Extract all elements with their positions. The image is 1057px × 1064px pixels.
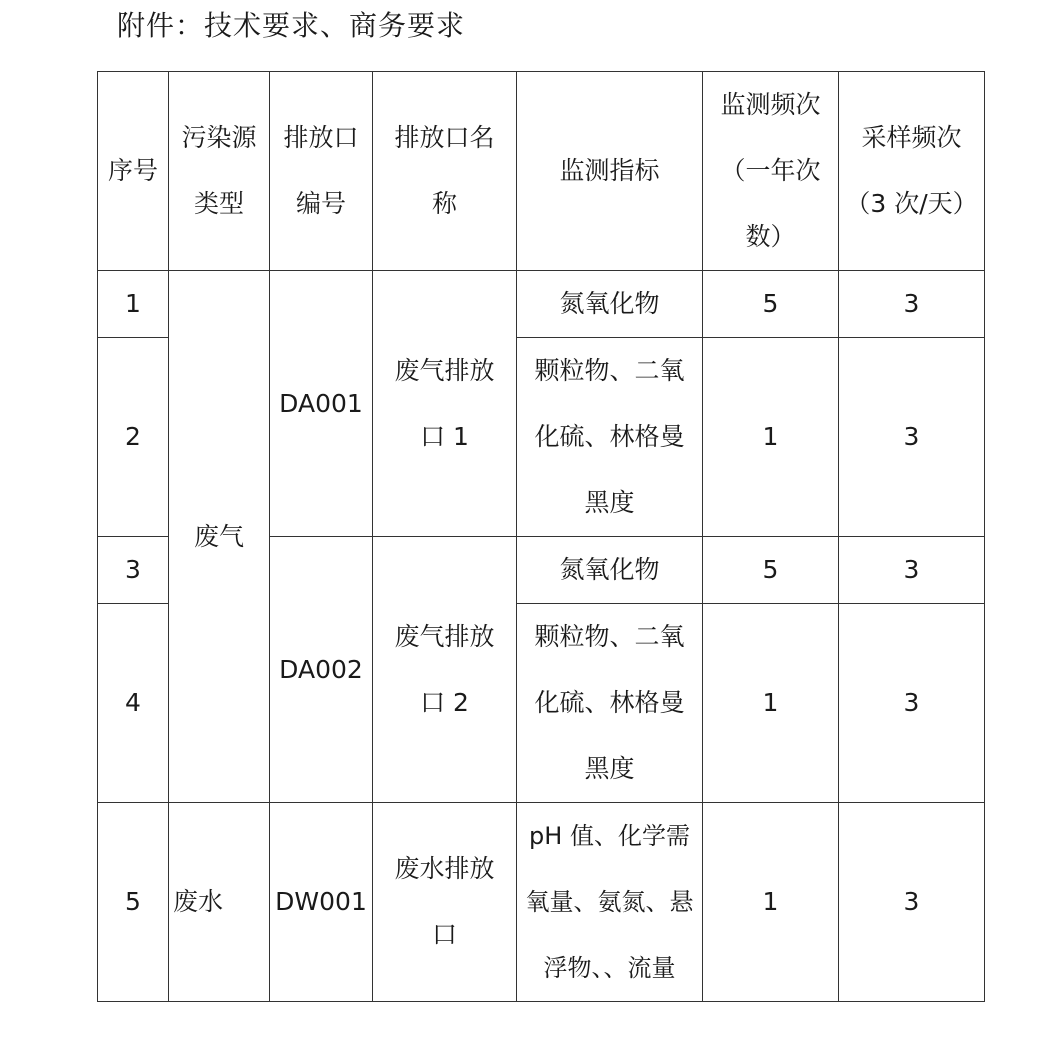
header-outlet-code: 排放口 编号	[270, 72, 373, 271]
header-seq: 序号	[98, 72, 169, 271]
monitoring-table	[97, 71, 985, 1002]
row-seq: 3	[98, 537, 169, 604]
header-freq-year: 监测频次 （一年次 数）	[703, 72, 839, 271]
header-source-type: 污染源 类型	[169, 72, 270, 271]
document-title: 附件：技术要求、商务要求	[117, 9, 466, 42]
row-freq-sample: 3	[839, 604, 985, 803]
source-type-water: 废水	[169, 803, 270, 1002]
row-indicator: 氮氧化物	[517, 537, 703, 604]
outlet-code-da002: DA002	[270, 537, 373, 803]
row-freq-year: 5	[703, 271, 839, 338]
row-seq: 2	[98, 338, 169, 537]
row-indicator: 颗粒物、二氧 化硫、林格曼 黑度	[517, 604, 703, 803]
row-seq: 4	[98, 604, 169, 803]
row-seq: 1	[98, 271, 169, 338]
table-row	[98, 271, 985, 338]
source-type-gas: 废气	[169, 271, 270, 803]
row-freq-year: 1	[703, 803, 839, 1002]
row-freq-year: 5	[703, 537, 839, 604]
header-freq-sample: 采样频次 （3 次/天）	[839, 72, 985, 271]
outlet-name-dw001: 废水排放 口	[373, 803, 517, 1002]
header-outlet-name: 排放口名 称	[373, 72, 517, 271]
row-freq-sample: 3	[839, 338, 985, 537]
table-header-row	[98, 72, 985, 271]
row-freq-sample: 3	[839, 537, 985, 604]
row-indicator: 颗粒物、二氧 化硫、林格曼 黑度	[517, 338, 703, 537]
row-indicator: pH 值、化学需 氧量、氨氮、悬 浮物、、流量	[517, 803, 703, 1002]
row-freq-year: 1	[703, 604, 839, 803]
row-seq: 5	[98, 803, 169, 1002]
row-indicator: 氮氧化物	[517, 271, 703, 338]
outlet-code-dw001: DW001	[270, 803, 373, 1002]
header-indicator: 监测指标	[517, 72, 703, 271]
row-freq-sample: 3	[839, 271, 985, 338]
outlet-name-da001: 废气排放 口 1	[373, 271, 517, 537]
outlet-code-da001: DA001	[270, 271, 373, 537]
outlet-name-da002: 废气排放 口 2	[373, 537, 517, 803]
row-freq-year: 1	[703, 338, 839, 537]
table-row	[98, 803, 985, 1002]
row-freq-sample: 3	[839, 803, 985, 1002]
